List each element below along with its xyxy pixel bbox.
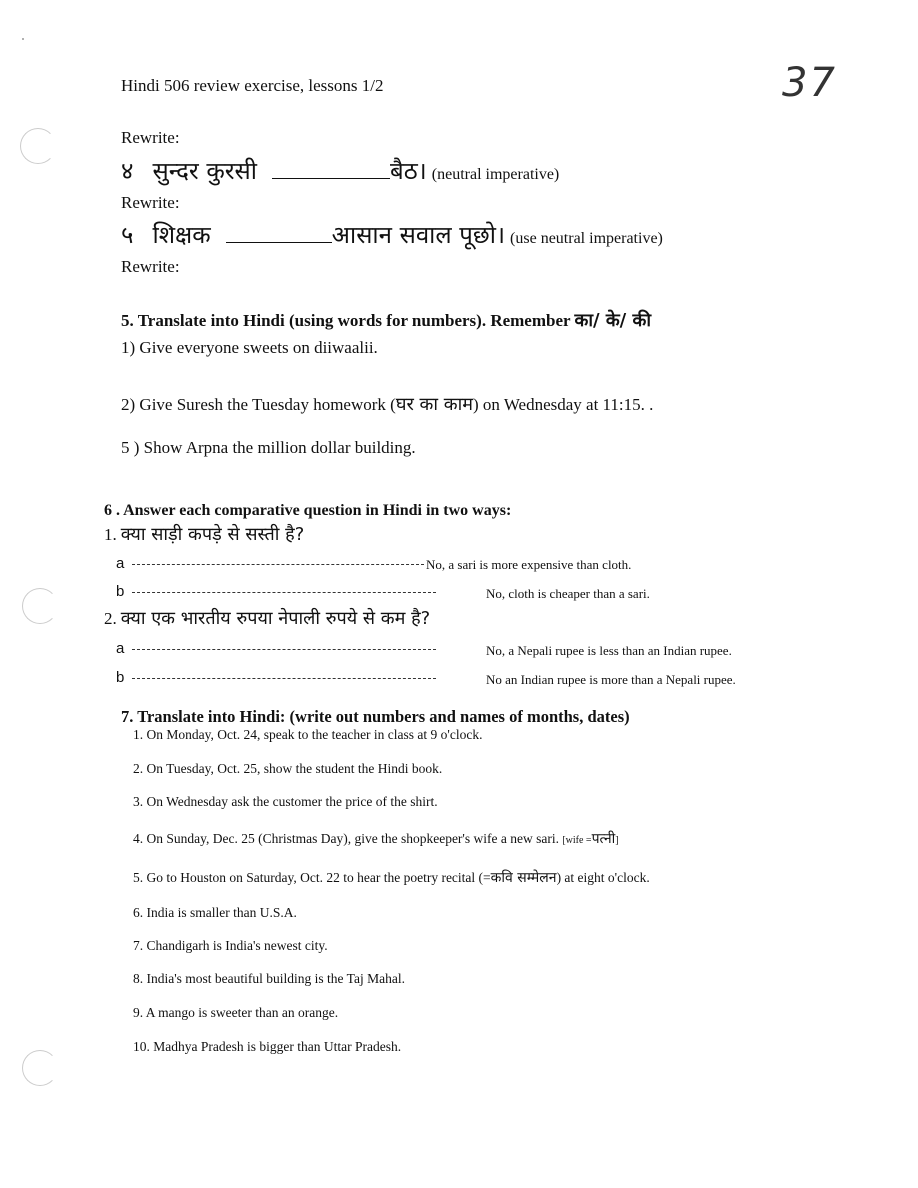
q7-item-5 (133, 868, 650, 887)
punch-hole-top (20, 128, 56, 164)
q6-question-1 (104, 522, 304, 546)
q7-item-3: 3. On Wednesday ask the customer the price of the shirt. (133, 794, 438, 809)
item-5-blank[interactable] (226, 226, 332, 243)
q6-q1b-blank[interactable] (132, 580, 436, 593)
q7-item-5-end: ) at eight o'clock. (556, 870, 650, 885)
worksheet-title: Hindi 506 review exercise, lessons 1/2 (121, 76, 384, 95)
q7-item-4-note-prefix: [wife = (562, 835, 592, 846)
page-number: 37 (782, 60, 837, 106)
rewrite-label-3: Rewrite: (121, 257, 180, 276)
q5-item-2 (121, 392, 653, 416)
q6-q1b-answer: No, cloth is cheaper than a sari. (486, 586, 650, 601)
q6-q1-text: क्या साड़ी कपड़े से सस्ती है? (120, 524, 305, 545)
q6-q2-number: 2. (104, 609, 117, 628)
q7-item-4-note-suffix: ] (615, 835, 619, 846)
q6-q2a-blank[interactable] (132, 637, 436, 650)
item-4-number: ४ (121, 157, 134, 185)
q5-item-2-text: 2) Give Suresh the Tuesday homework ( (121, 395, 396, 414)
q7-item-8: 8. India's most beautiful building is the Taj Mahal. (133, 971, 405, 986)
rewrite-item-5 (121, 218, 663, 251)
q7-item-10: 10. Madhya Pradesh is bigger than Uttar Pradesh. (133, 1039, 402, 1054)
q7-item-4 (133, 829, 619, 848)
item-4-note: (neutral imperative) (431, 166, 560, 183)
q5-item-5: 5 ) Show Arpna the million dollar building. (121, 438, 416, 457)
punch-hole-bottom (22, 1050, 58, 1086)
item-5-number: ५ (121, 221, 134, 249)
q6-q2a-label: a (116, 640, 125, 657)
q5-heading-text: 5. Translate into Hindi (using words for numbers). Remember (121, 311, 571, 330)
q7-item-2: 2. On Tuesday, Oct. 25, show the student the Hindi book. (133, 761, 443, 776)
q6-q2a-answer: No, a Nepali rupee is less than an Indian rupee. (486, 643, 732, 658)
rewrite-label-2: Rewrite: (121, 193, 180, 212)
item-4-verb: बैठ। (390, 157, 427, 185)
q6-q1a-label: a (116, 555, 125, 572)
q7-item-6: 6. India is smaller than U.S.A. (133, 905, 297, 920)
q5-item-2-end: ) on Wednesday at 11:15. . (473, 395, 654, 414)
q5-item-2-hindi: घर का काम (395, 394, 473, 415)
q5-heading-hindi: का/ के/ की (574, 310, 651, 331)
q6-q1b-label: b (116, 583, 125, 600)
q6-q1a-blank[interactable] (132, 552, 424, 565)
item-5-words: शिक्षक (152, 221, 211, 249)
q7-item-5-text: 5. Go to Houston on Saturday, Oct. 22 to hear the poetry recital (= (133, 870, 491, 885)
rewrite-item-4 (121, 154, 559, 187)
q6-q2b-blank[interactable] (132, 666, 436, 679)
q6-q2b-label: b (116, 669, 125, 686)
item-4-words: सुन्दर कुरसी (152, 157, 258, 185)
q7-item-4-text: 4. On Sunday, Dec. 25 (Christmas Day), give the shopkeeper's wife a new sari. (133, 831, 559, 846)
q5-heading (121, 308, 651, 332)
q7-item-5-hindi: कवि सम्मेलन (490, 870, 557, 886)
q7-item-9: 9. A mango is sweeter than an orange. (133, 1005, 339, 1020)
q6-q1a-answer: No, a sari is more expensive than cloth. (426, 557, 632, 572)
scan-speck (22, 38, 24, 40)
q6-q2-text: क्या एक भारतीय रुपया नेपाली रुपये से कम है? (120, 608, 431, 629)
q6-q1-number: 1. (104, 525, 117, 544)
q6-heading: 6 . Answer each comparative question in Hindi in two ways: (104, 502, 512, 519)
item-4-blank[interactable] (272, 162, 390, 179)
item-5-after: आसान सवाल पूछो। (331, 221, 506, 249)
q6-question-2 (104, 606, 430, 630)
q7-item-1: 1. On Monday, Oct. 24, speak to the teacher in class at 9 o'clock. (133, 727, 483, 742)
q7-item-7: 7. Chandigarh is India's newest city. (133, 938, 328, 953)
q7-heading: 7. Translate into Hindi: (write out numbers and names of months, dates) (121, 707, 630, 726)
q5-item-1: 1) Give everyone sweets on diiwaalii. (121, 338, 378, 357)
q7-item-4-note-hindi: पत्नी (591, 831, 616, 847)
rewrite-label-1: Rewrite: (121, 128, 180, 147)
punch-hole-middle (22, 588, 58, 624)
item-5-note: (use neutral imperative) (510, 230, 663, 247)
q6-q2b-answer: No an Indian rupee is more than a Nepali rupee. (486, 672, 736, 687)
